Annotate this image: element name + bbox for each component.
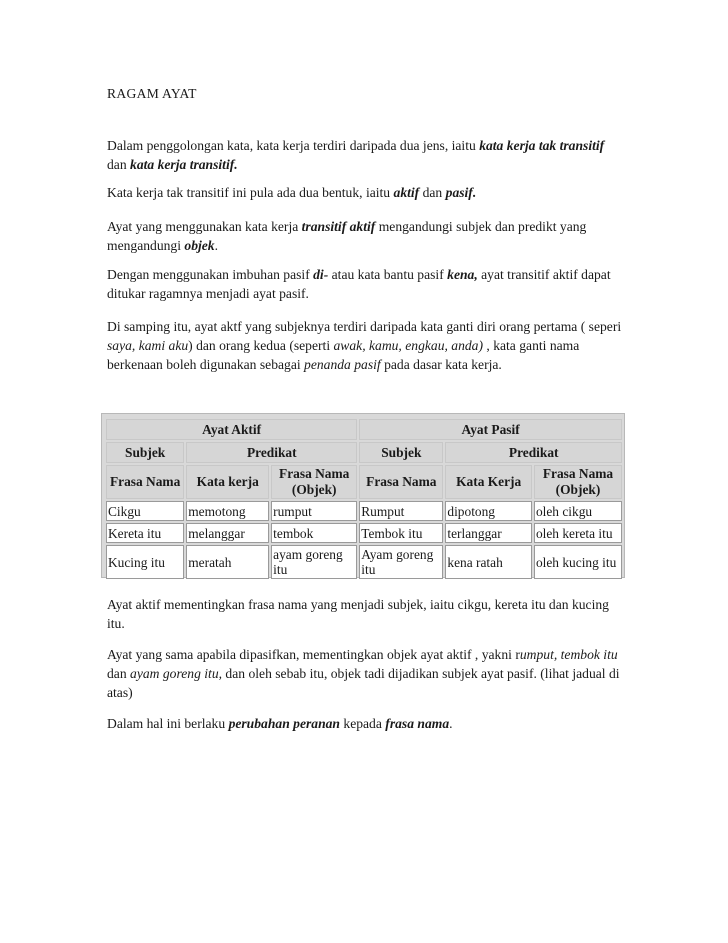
table-cell: Ayam goreng itu [359, 545, 443, 579]
text: ) dan orang kedua (seperti [188, 338, 334, 353]
paragraph-8 [107, 714, 627, 733]
text: mengandungi subjek dan predikt yang mengandungi [107, 219, 587, 253]
term: kata kerja transitif. [130, 157, 238, 172]
sub-header: Subjek [359, 442, 443, 463]
text: . [449, 716, 453, 731]
column-header: Frasa Nama [359, 465, 443, 499]
table-cell: ayam goreng itu [271, 545, 357, 579]
table-cell: oleh cikgu [534, 501, 622, 521]
table-cell: meratah [186, 545, 269, 579]
column-header: Kata kerja [186, 465, 269, 499]
text: Kata kerja tak transitif ini pula ada dua bentuk, iaitu [107, 185, 394, 200]
ragam-ayat-table-frame [101, 413, 625, 578]
table-row [106, 523, 622, 543]
term: frasa nama [385, 716, 450, 731]
column-header: Frasa Nama (Objek) [534, 465, 622, 499]
group-header-aktif: Ayat Aktif [106, 419, 357, 440]
table-cell: melanggar [186, 523, 269, 543]
text: ayat transitif aktif dapat ditukar ragamnya menjadi ayat pasif. [107, 267, 611, 301]
text: dan oleh sebab itu, objek tadi dijadikan subjek ayat pasif. (lihat jadual di atas) [107, 666, 620, 700]
column-header: Frasa Nama [106, 465, 184, 499]
paragraph-5 [107, 317, 627, 374]
text: Di samping itu, ayat aktf yang subjeknya terdiri daripada kata ganti diri orang pertama ( seperi [107, 319, 622, 334]
ragam-ayat-table [104, 417, 624, 581]
table-cell: Tembok itu [359, 523, 443, 543]
column-header: Kata Kerja [445, 465, 532, 499]
term: aktif [393, 185, 420, 200]
group-header-pasif: Ayat Pasif [359, 419, 622, 440]
example: saya, kami aku [107, 338, 189, 353]
example: ayam goreng itu, [130, 666, 223, 681]
text: Ayat yang menggunakan kata kerja [107, 219, 302, 234]
column-header: Frasa Nama (Objek) [271, 465, 357, 499]
text: Dalam penggolongan kata, kata kerja terdiri daripada dua jens, iaitu [107, 138, 480, 153]
term: kata kerja tak transitif [479, 138, 605, 153]
term: transitif aktif [301, 219, 376, 234]
text: dan [419, 185, 446, 200]
table-cell: Kucing itu [106, 545, 184, 579]
paragraph-3 [107, 217, 627, 255]
table-cell: oleh kereta itu [534, 523, 622, 543]
table-row [106, 501, 622, 521]
text: . [214, 238, 219, 253]
term: pasif. [445, 185, 477, 200]
table-cell: dipotong [445, 501, 532, 521]
table-cell: oleh kucing itu [534, 545, 622, 579]
paragraph-2 [107, 183, 627, 202]
table-cell: terlanggar [445, 523, 532, 543]
text: kepada [340, 716, 386, 731]
table-cell: kena ratah [445, 545, 532, 579]
table-cell: Kereta itu [106, 523, 184, 543]
text: pada dasar kata kerja. [380, 357, 502, 372]
text: , kata ganti nama berkenaan boleh digunakan sebagai [107, 338, 580, 372]
paragraph-7 [107, 645, 627, 702]
paragraph-1 [107, 136, 627, 174]
term: perubahan peranan [228, 716, 340, 731]
text: atau kata bantu pasif [328, 267, 448, 282]
term: penanda pasif [304, 357, 381, 372]
table-row [106, 545, 622, 579]
paragraph-4 [107, 265, 627, 303]
sub-header: Predikat [186, 442, 357, 463]
example: umput, tembok itu [519, 647, 618, 662]
text: dan [107, 666, 131, 681]
text: Dengan menggunakan imbuhan pasif [107, 267, 314, 282]
table-cell: tembok [271, 523, 357, 543]
text: Dalam hal ini berlaku [107, 716, 229, 731]
term: kena, [447, 267, 478, 282]
term: objek [184, 238, 215, 253]
text: Ayat yang sama apabila dipasifkan, mementingkan objek ayat aktif , yakni r [107, 647, 520, 662]
table-cell: Rumput [359, 501, 443, 521]
paragraph-6: Ayat aktif mementingkan frasa nama yang menjadi subjek, iaitu cikgu, kereta itu dan kucing itu. [107, 597, 609, 631]
term: di- [313, 267, 329, 282]
document-title: RAGAM AYAT [107, 86, 197, 101]
text: dan [107, 157, 131, 172]
sub-header: Subjek [106, 442, 184, 463]
table-cell: Cikgu [106, 501, 184, 521]
example: awak, kamu, engkau, anda) [333, 338, 483, 353]
table-cell: memotong [186, 501, 269, 521]
table-cell: rumput [271, 501, 357, 521]
sub-header: Predikat [445, 442, 622, 463]
